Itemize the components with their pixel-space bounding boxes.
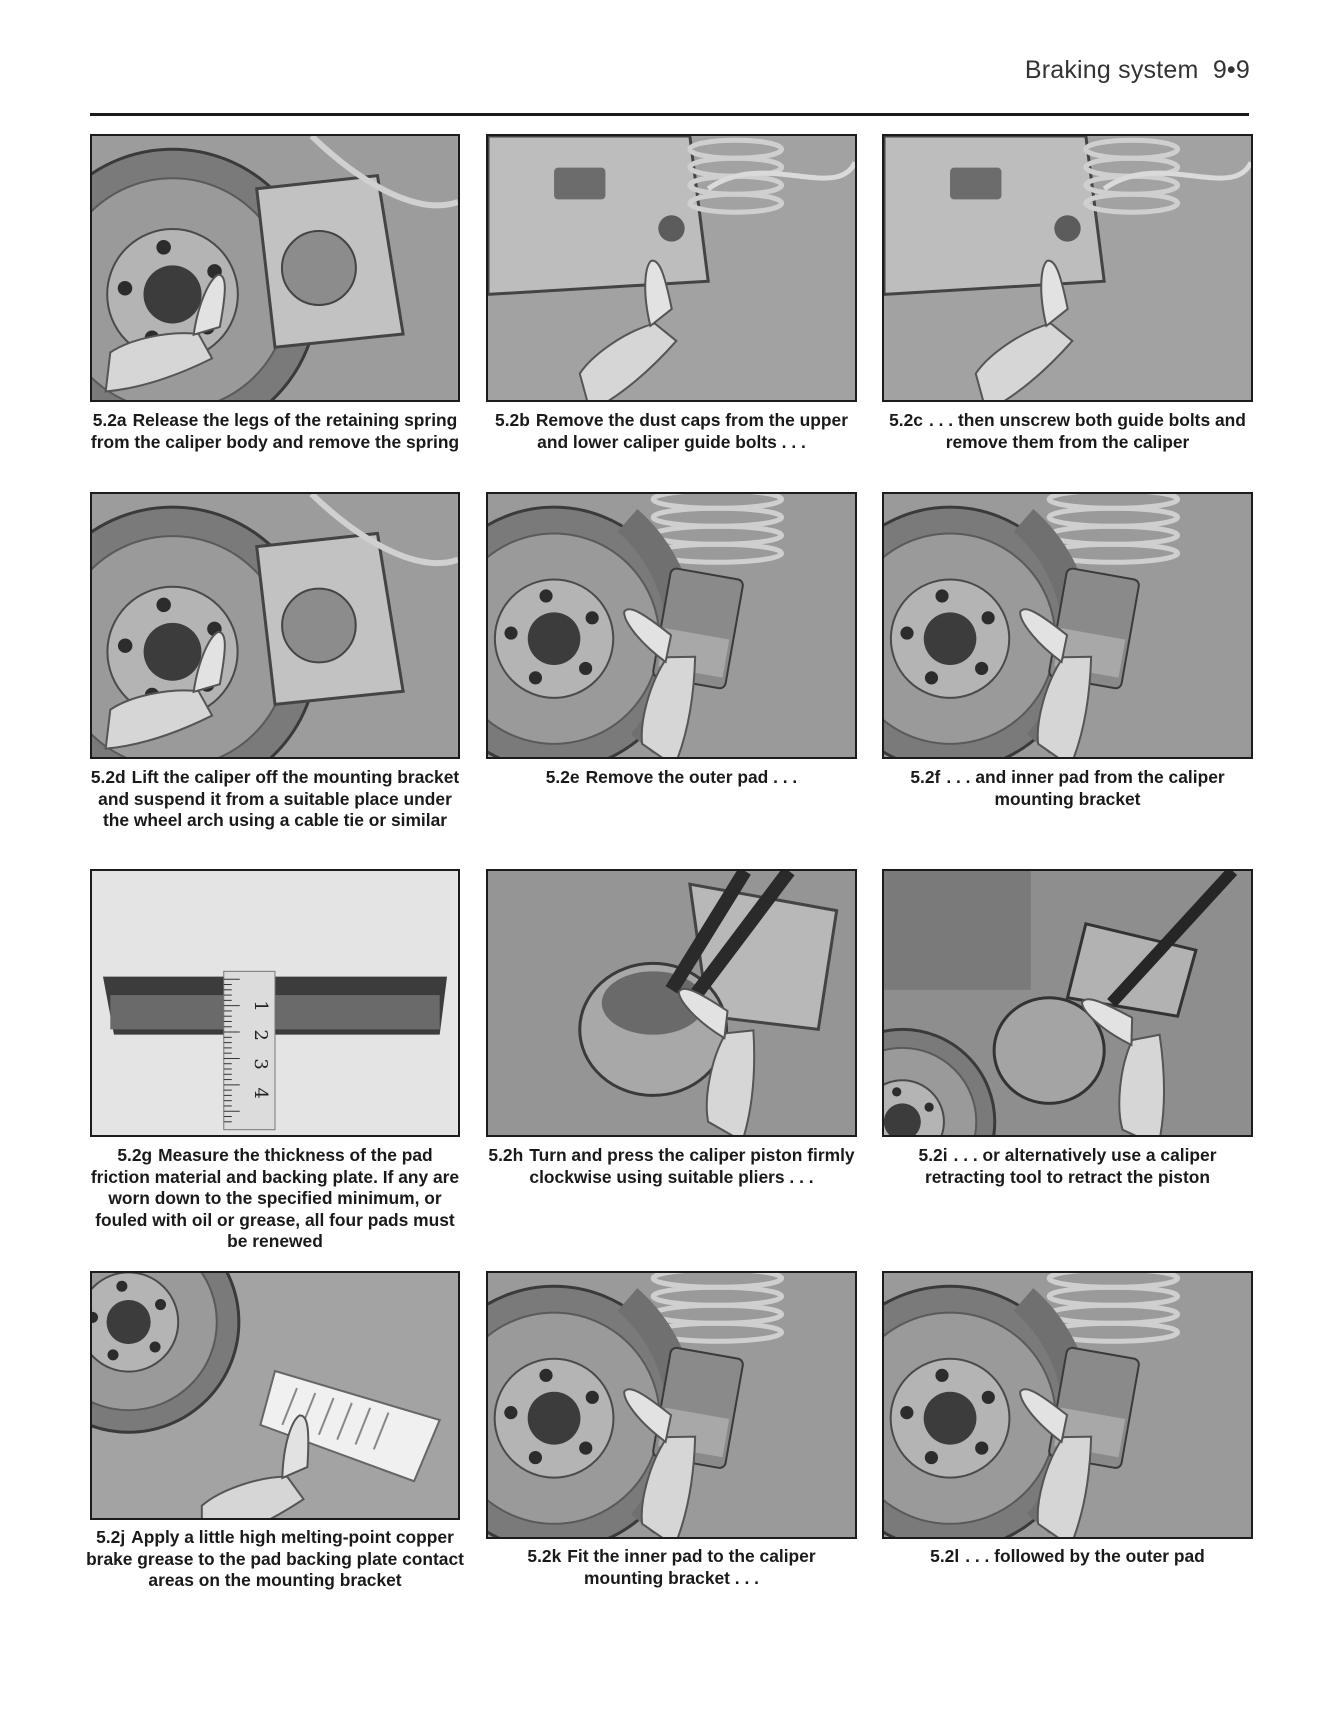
figure-number: 5.2c xyxy=(889,410,923,430)
photo-illustration xyxy=(884,871,1251,1135)
figure-5-2f-caption xyxy=(882,767,1253,810)
figure-5-2d-caption xyxy=(90,767,460,832)
photo-illustration xyxy=(884,494,1251,757)
caption-text: . . . followed by the outer pad xyxy=(965,1546,1205,1566)
caption-text: . . . or alternatively use a caliper retracting tool to retract the piston xyxy=(924,1145,1217,1187)
figure-number: 5.2b xyxy=(495,410,530,430)
figure-5-2h-photo xyxy=(486,869,857,1137)
running-header xyxy=(1025,56,1250,85)
svg-text:4: 4 xyxy=(249,1087,271,1099)
figure-number: 5.2d xyxy=(90,767,126,787)
photo-illustration xyxy=(488,494,855,757)
svg-text:3: 3 xyxy=(249,1058,271,1070)
photo-illustration xyxy=(92,494,458,757)
caption-text: . . . then unscrew both guide bolts and remove them from the caliper xyxy=(928,410,1246,452)
figure-5-2e-caption xyxy=(486,767,857,789)
header-rule xyxy=(90,113,1249,116)
figure-5-2i-photo xyxy=(882,869,1253,1137)
figure-number: 5.2g xyxy=(117,1145,153,1165)
figure-number: 5.2i xyxy=(918,1145,948,1165)
figure-5-2l-caption xyxy=(882,1546,1253,1568)
figure-number: 5.2f xyxy=(910,767,941,787)
figure-number: 5.2h xyxy=(488,1145,524,1165)
caption-text: . . . and inner pad from the caliper mounting bracket xyxy=(946,767,1225,809)
caption-text: Turn and press the caliper piston firmly clockwise using suitable pliers . . . xyxy=(529,1145,855,1187)
figure-5-2c-caption xyxy=(882,410,1253,453)
caption-text: Fit the inner pad to the caliper mounting bracket . . . xyxy=(567,1546,816,1588)
figure-5-2a-photo xyxy=(90,134,460,402)
page-number: 9•9 xyxy=(1212,56,1250,84)
figure-5-2d-photo xyxy=(90,492,460,759)
photo-illustration xyxy=(488,136,855,400)
caption-text: Apply a little high melting-point copper brake grease to the pad backing plate contact areas on the mounting bracket xyxy=(86,1527,464,1590)
figure-number: 5.2k xyxy=(527,1546,562,1566)
photo-illustration xyxy=(488,1273,855,1537)
figure-number: 5.2l xyxy=(930,1546,960,1566)
figure-5-2k-caption xyxy=(486,1546,857,1589)
figure-number: 5.2e xyxy=(545,767,580,787)
photo-illustration xyxy=(92,1273,458,1518)
figure-5-2k-photo xyxy=(486,1271,857,1539)
figure-5-2g-caption xyxy=(90,1145,460,1253)
photo-illustration xyxy=(884,1273,1251,1537)
figure-5-2b-caption xyxy=(486,410,857,453)
caption-text: Remove the dust caps from the upper and lower caliper guide bolts . . . xyxy=(535,410,848,452)
caption-text: Measure the thickness of the pad friction material and backing plate. If any are worn down to the specified minimum, or fouled with oil or grease, all four pads must be renewed xyxy=(90,1145,460,1251)
figure-5-2b-photo xyxy=(486,134,857,402)
figure-5-2i-caption xyxy=(882,1145,1253,1188)
figure-5-2f-photo xyxy=(882,492,1253,759)
figure-5-2j-caption xyxy=(86,1527,464,1592)
svg-text:2: 2 xyxy=(249,1029,271,1041)
photo-illustration xyxy=(884,136,1251,400)
figure-5-2h-caption xyxy=(486,1145,857,1188)
photo-illustration xyxy=(92,136,458,400)
photo-illustration xyxy=(488,871,855,1135)
figure-5-2j-photo xyxy=(90,1271,460,1520)
figure-5-2g-photo xyxy=(90,869,460,1137)
figure-5-2a-caption xyxy=(90,410,460,453)
caption-text: Release the legs of the retaining spring from the caliper body and remove the spring xyxy=(90,410,460,452)
photo-illustration xyxy=(92,871,458,1135)
caption-text: Remove the outer pad . . . xyxy=(585,767,798,787)
svg-text:1: 1 xyxy=(249,1000,271,1012)
section-title: Braking system xyxy=(1024,56,1199,84)
figure-5-2c-photo xyxy=(882,134,1253,402)
caption-text: Lift the caliper off the mounting bracket and suspend it from a suitable place under the wheel arch using a cable tie or similar xyxy=(98,767,460,830)
figure-number: 5.2j xyxy=(96,1527,126,1547)
figure-5-2e-photo xyxy=(486,492,857,759)
figure-number: 5.2a xyxy=(92,410,127,430)
figure-5-2l-photo xyxy=(882,1271,1253,1539)
